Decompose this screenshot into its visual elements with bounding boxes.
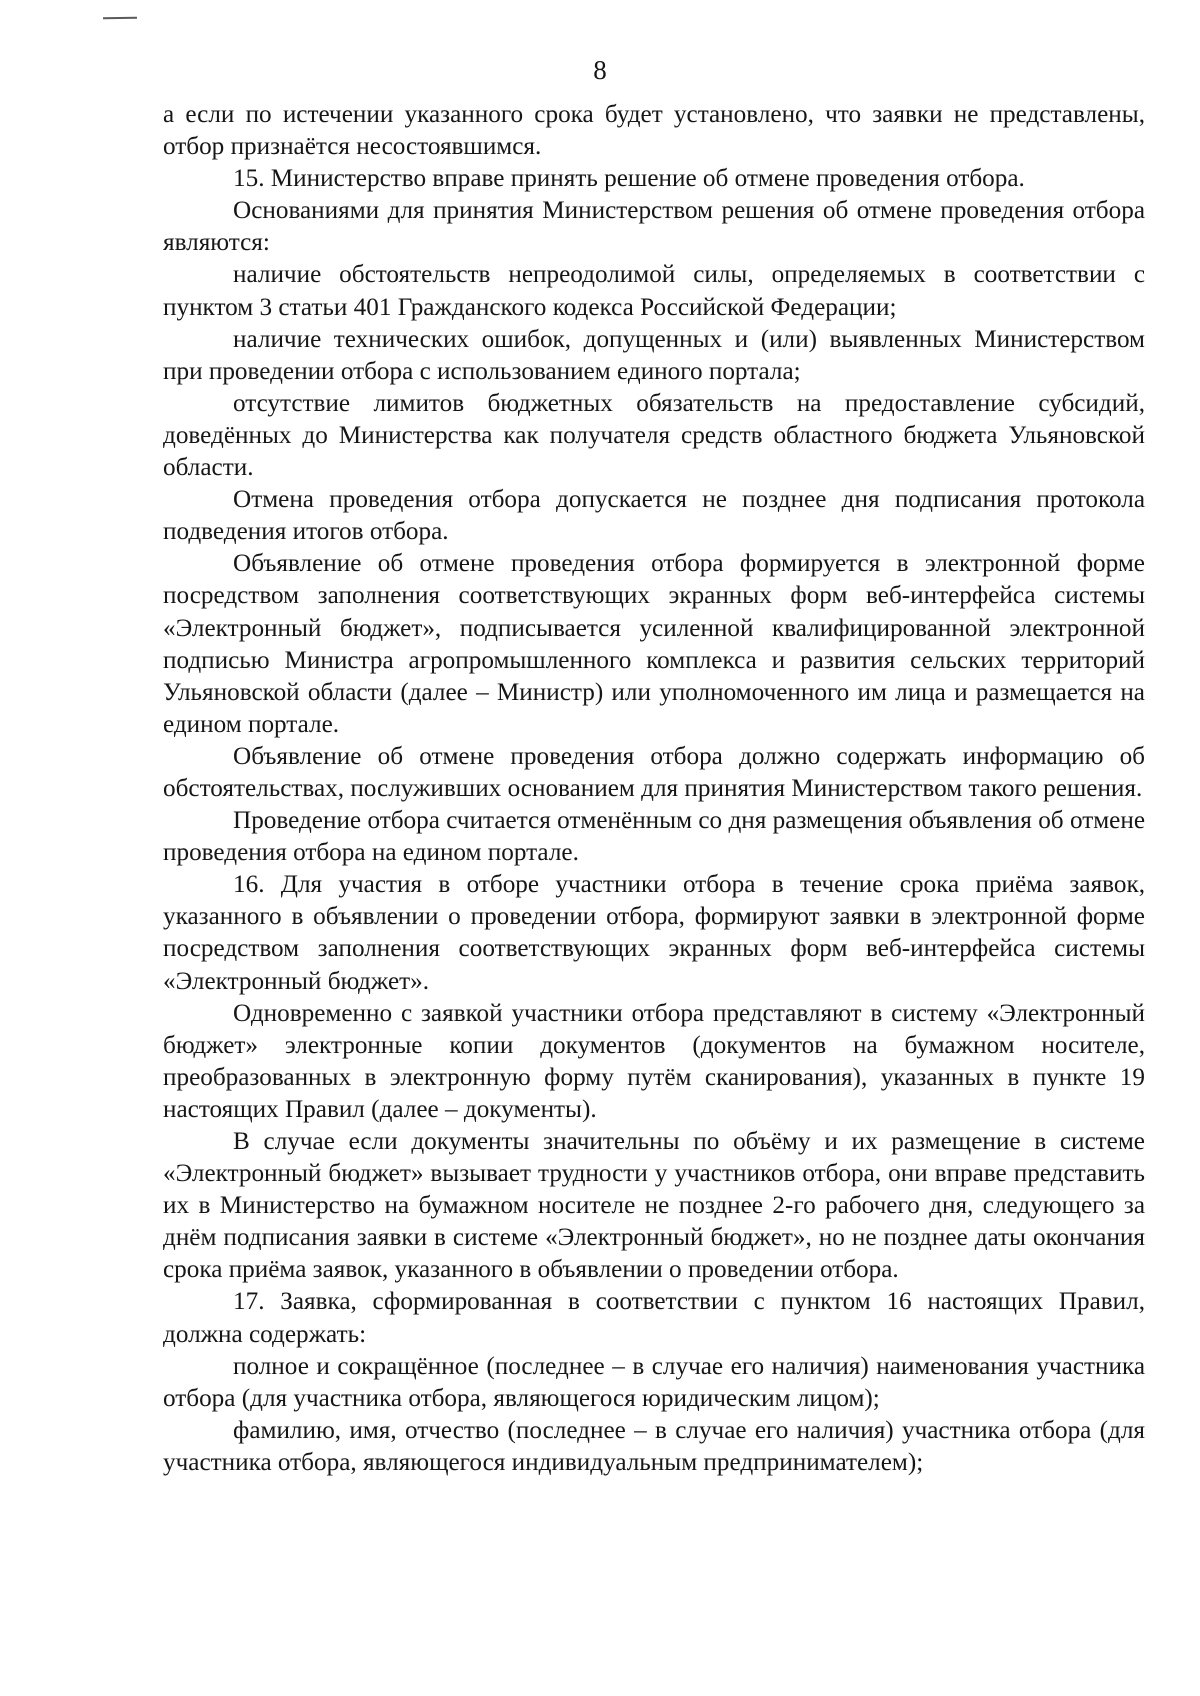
paragraph: полное и сокращённое (последнее – в случае его наличия) наименования участника отбора (для участника отбора, являющегося юридическим лицом); (163, 1352, 1145, 1412)
document-body (163, 99, 1145, 1479)
paragraph-item-16: 16. Для участия в отборе участники отбора в течение срока приёма заявок, указанного в объявлении о проведении отбора, формируют заявки в электронной форме посредством заполнения соответствующих экранных форм веб-интерфейса системы «Электронный бюджет». (163, 871, 1145, 995)
paragraph-item-17: 17. Заявка, сформированная в соответствии с пунктом 16 настоящих Правил, должна содержать: (163, 1288, 1145, 1348)
paragraph: наличие технических ошибок, допущенных и (или) выявленных Министерством при проведении отбора с использованием единого портала; (163, 325, 1145, 385)
scan-artifact-mark (103, 17, 137, 20)
paragraph: отсутствие лимитов бюджетных обязательств на предоставление субсидий, доведённых до Министерства как получателя средств областного бюджета Ульяновской области. (163, 389, 1145, 482)
page-number: 8 (593, 55, 607, 85)
paragraph: наличие обстоятельств непреодолимой силы, определяемых в соответствии с пунктом 3 статьи 401 Гражданского кодекса Российской Федерации; (163, 261, 1145, 321)
paragraph-continuation: а если по истечении указанного срока будет установлено, что заявки не представлены, отбор признаётся несостоявшимся. (163, 101, 1145, 161)
paragraph: фамилию, имя, отчество (последнее – в случае его наличия) участника отбора (для участника отбора, являющегося индивидуальным предпринимателем); (163, 1416, 1145, 1476)
paragraph-item-15: 15. Министерство вправе принять решение об отмене проведения отбора. (233, 165, 1025, 193)
paragraph: Объявление об отмене проведения отбора должно содержать информацию об обстоятельствах, послуживших основанием для принятия Министерством такого решения. (163, 742, 1145, 802)
paragraph: Проведение отбора считается отменённым со дня размещения объявления об отмене проведения отбора на едином портале. (163, 807, 1145, 867)
paragraph: Одновременно с заявкой участники отбора представляют в систему «Электронный бюджет» электронные копии документов (документов на бумажном носителе, преобразованных в электронную форму путём сканирования), указанных в пункте 19 настоящих Правил (далее – документы). (163, 999, 1145, 1123)
paragraph: Объявление об отмене проведения отбора формируется в электронной форме посредством заполнения соответствующих экранных форм веб-интерфейса системы «Электронный бюджет», подписывается усиленной квалифицированной электронной подписью Министра агропромышленного комплекса и развития сельских территорий Ульяновской области (далее – Министр) или уполномоченного им лица и размещается на едином портале. (163, 550, 1145, 738)
paragraph: Основаниями для принятия Министерством решения об отмене проведения отбора являются: (163, 197, 1145, 257)
paragraph: Отмена проведения отбора допускается не позднее дня подписания протокола подведения итогов отбора. (163, 486, 1145, 546)
paragraph: В случае если документы значительны по объёму и их размещение в системе «Электронный бюджет» вызывает трудности у участников отбора, они вправе представить их в Министерство на бумажном носителе не позднее 2-го рабочего дня, следующего за днём подписания заявки в системе «Электронный бюджет», но не позднее даты окончания срока приёма заявок, указанного в объявлении о проведении отбора. (163, 1128, 1145, 1284)
